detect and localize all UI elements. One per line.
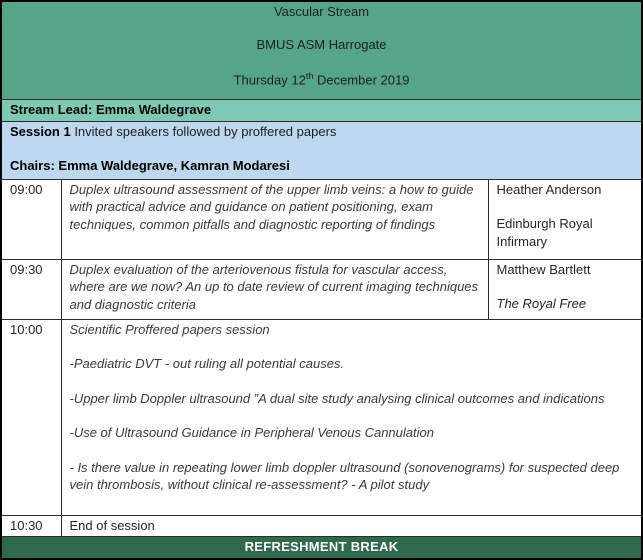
event-date-prefix: Thursday 12 xyxy=(233,72,306,88)
topic-cell: Duplex evaluation of the arteriovenous fistula for vascular access, where are we now? An up to date review of current imaging techniques and diagnostic criteria xyxy=(61,259,488,319)
schedule-row-0900 xyxy=(1,179,642,259)
time-cell: 09:30 xyxy=(1,259,61,319)
refreshment-break-row xyxy=(1,537,642,560)
paper-item: -Paediatric DVT - out ruling all potential causes. xyxy=(69,356,345,371)
session-row xyxy=(1,121,642,179)
schedule-row-1030 xyxy=(1,515,642,537)
paper-item: -Use of Ultrasound Guidance in Peripheral Venous Cannulation xyxy=(69,425,434,440)
event-date-suffix: December 2019 xyxy=(313,72,410,88)
time-cell: 10:00 xyxy=(1,319,61,515)
papers-session-title: Scientific Proffered papers session xyxy=(69,321,270,337)
speaker-name: Heather Anderson xyxy=(496,181,602,197)
session-chairs: Chairs: Emma Waldegrave, Kamran Modaresi xyxy=(10,158,290,173)
stream-lead-label: Stream Lead: Emma Waldegrave xyxy=(1,100,642,122)
speaker-affiliation: Edinburgh Royal Infirmary xyxy=(496,216,593,249)
event-date-ordinal: th xyxy=(305,71,314,81)
session-cell xyxy=(1,121,642,179)
paper-item: - Is there value in repeating lower limb doppler ultrasound (sonovenograms) for suspected deep vein thrombosis, without clinical re-assessment? - A pilot study xyxy=(69,459,620,492)
schedule-row-0930 xyxy=(1,259,642,319)
speaker-name: Matthew Bartlett xyxy=(496,261,591,277)
refreshment-break-label: REFRESHMENT BREAK xyxy=(1,537,642,560)
speaker-affiliation: The Royal Free xyxy=(496,296,587,311)
end-of-session-cell: End of session xyxy=(61,515,642,537)
time-cell: 09:00 xyxy=(1,179,61,259)
speaker-cell xyxy=(488,259,642,319)
session-heading xyxy=(10,123,633,141)
speaker-cell xyxy=(488,179,642,259)
event-title: BMUS ASM Harrogate xyxy=(256,36,387,52)
session-description: Invited speakers followed by proffered papers xyxy=(70,123,337,139)
session-title: Session 1 xyxy=(10,123,71,139)
schedule-row-1000 xyxy=(1,319,642,515)
topic-cell: Duplex ultrasound assessment of the upper limb veins: a how to guide with practical advice and guidance on patient positioning, exam techniques, common pitfalls and diagnostic reporting of findings xyxy=(61,179,488,259)
header-cell xyxy=(1,1,642,100)
header-row xyxy=(1,1,642,100)
event-date xyxy=(10,68,633,89)
paper-item: -Upper limb Doppler ultrasound ”A dual site study analysing clinical outcomes and indications xyxy=(69,390,605,406)
time-cell: 10:30 xyxy=(1,515,61,537)
stream-title: Vascular Stream xyxy=(273,4,370,19)
stream-lead-row xyxy=(1,100,642,122)
papers-cell xyxy=(61,319,642,515)
